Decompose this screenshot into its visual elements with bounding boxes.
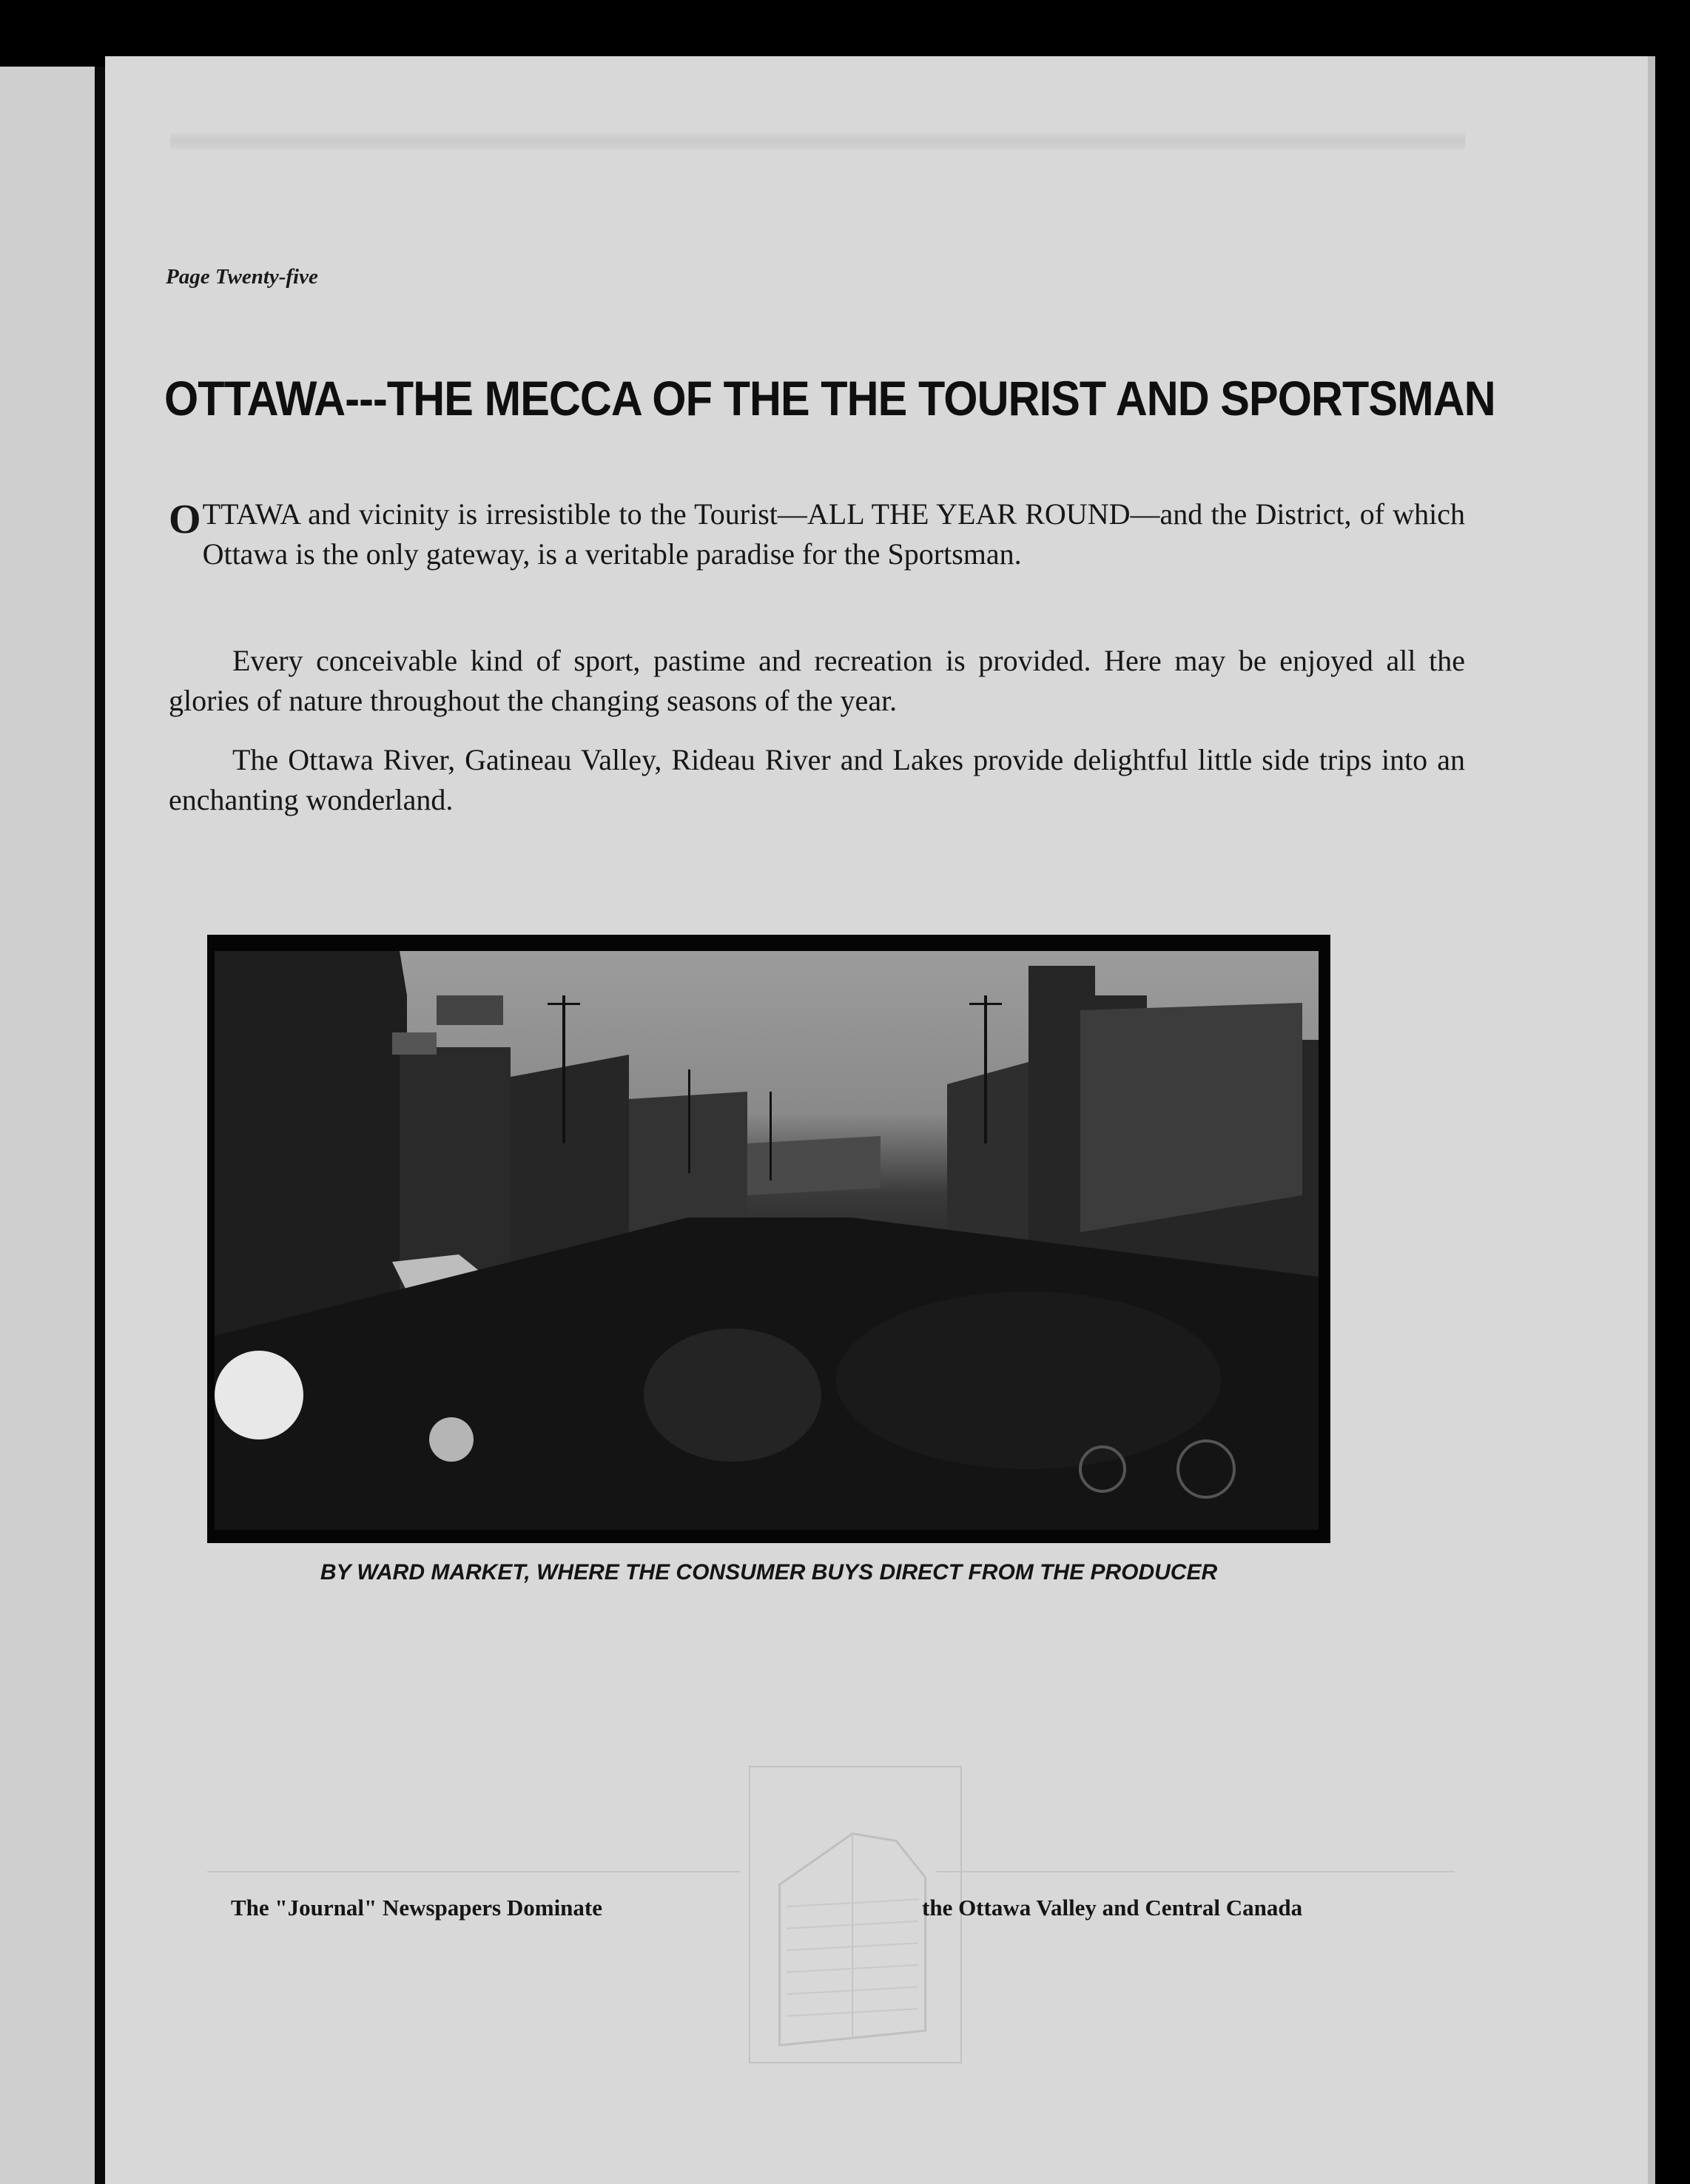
footer-text-right: the Ottawa Valley and Central Canada <box>922 1895 1303 1921</box>
paragraph-1-text: TTAWA and vicinity is irresistible to the Tourist—ALL THE YEAR ROUND—and the District, of which Ottawa is the only gateway, is a veritable paradise for the Sportsman. <box>202 497 1465 571</box>
article-title: OTTAWA---THE MECCA OF THE THE TOURIST AND SPORTSMAN <box>164 371 1495 426</box>
photo-caption: BY WARD MARKET, WHERE THE CONSUMER BUYS DIRECT FROM THE PRODUCER <box>320 1560 1218 1585</box>
drop-cap: O <box>169 497 201 542</box>
footer-rule-right <box>937 1871 1455 1872</box>
footer-text-left: The "Journal" Newspapers Dominate <box>231 1895 603 1921</box>
top-print-streak <box>170 133 1465 149</box>
page-number: Page Twenty-five <box>166 265 318 289</box>
footer-rule-left <box>207 1871 740 1872</box>
market-street-scene <box>215 951 1319 1530</box>
paragraph-2: Every conceivable kind of sport, pastime and recreation is provided. Here may be enjoyed all the glories of nature throughout the changing seasons of the year. <box>169 644 1465 717</box>
paragraph-1 <box>169 494 1465 574</box>
left-page-edge <box>0 67 98 2184</box>
book-spine <box>95 67 105 2184</box>
market-photo-frame <box>207 935 1330 1543</box>
paragraph-3: The Ottawa River, Gatineau Valley, Rideau River and Lakes provide delightful little side trips into an enchanting wonderland. <box>169 743 1465 816</box>
market-photo <box>215 951 1319 1530</box>
